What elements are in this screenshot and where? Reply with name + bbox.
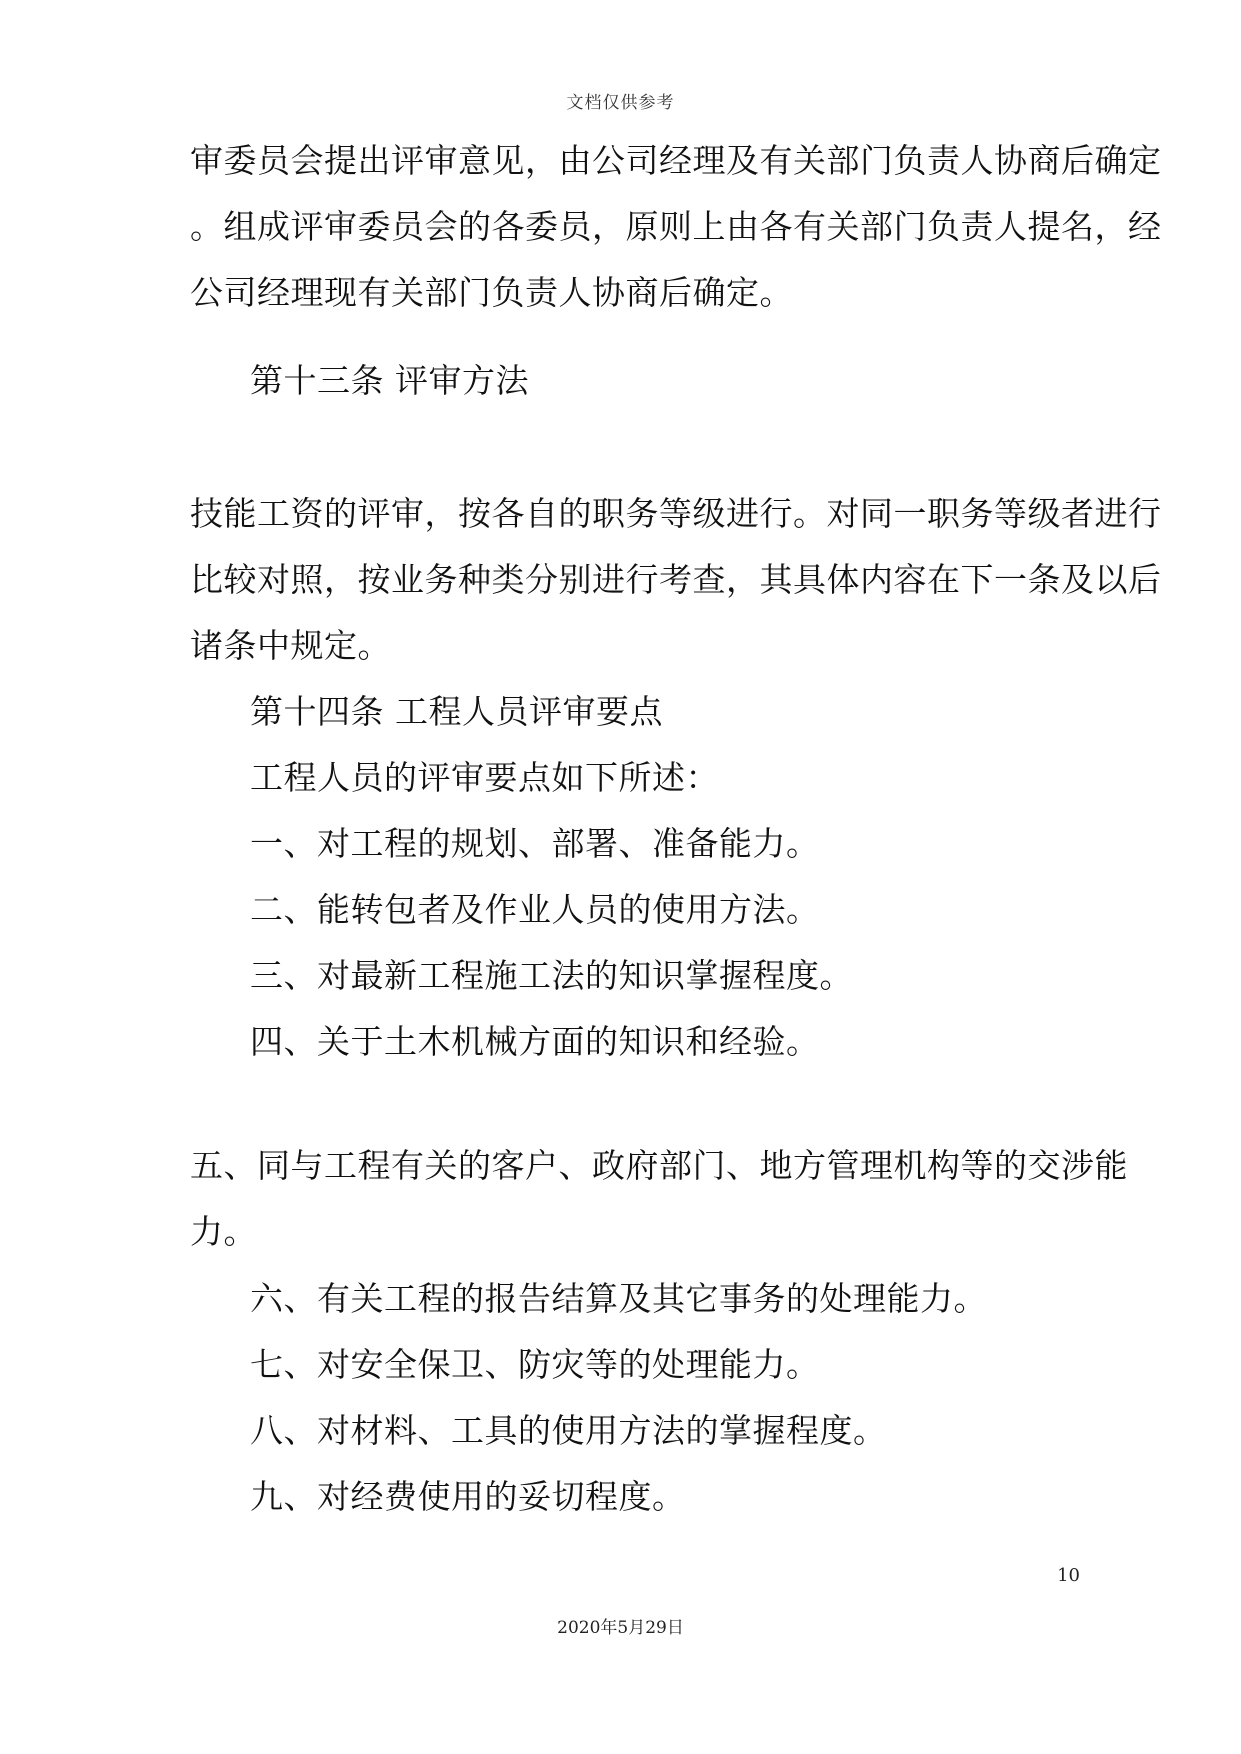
article-13-section — [190, 348, 1070, 414]
list-item: 六、有关工程的报告结算及其它事务的处理能力。 — [250, 1279, 987, 1318]
list-item: 二、能转包者及作业人员的使用方法。 — [250, 890, 820, 929]
page-header: 文档仅供参考 — [566, 93, 675, 113]
paragraph-line: 诸条中规定。 — [190, 626, 391, 665]
paragraph-line: 五、同与工程有关的客户、政府部门、地方管理机构等的交涉能 — [190, 1146, 1128, 1185]
list-item-5 — [190, 1133, 1128, 1265]
paragraph-line: 公司经理现有关部门负责人协商后确定。 — [190, 273, 793, 312]
paragraph-line: 力。 — [190, 1212, 257, 1251]
list-item: 九、对经费使用的妥切程度。 — [250, 1477, 686, 1516]
list-item: 八、对材料、工具的使用方法的掌握程度。 — [250, 1411, 887, 1450]
paragraph-line: 。组成评审委员会的各委员，原则上由各有关部门负责人提名，经 — [190, 207, 1162, 246]
footer-date: 2020年5月29日 — [557, 1618, 684, 1638]
page-number: 10 — [1057, 1565, 1080, 1586]
article-14-section — [190, 679, 1070, 1075]
article-13-heading: 第十三条 评审方法 — [250, 361, 529, 400]
list-item: 三、对最新工程施工法的知识掌握程度。 — [250, 956, 853, 995]
paragraph-line: 比较对照，按业务种类分别进行考查，其具体内容在下一条及以后 — [190, 560, 1162, 599]
article-14-intro: 工程人员的评审要点如下所述： — [250, 758, 719, 797]
list-item: 七、对安全保卫、防灾等的处理能力。 — [250, 1345, 820, 1384]
list-items-continued — [190, 1266, 1070, 1530]
paragraph-skill-wage-review — [190, 481, 1162, 679]
list-item: 一、对工程的规划、部署、准备能力。 — [250, 824, 820, 863]
list-item: 四、关于土木机械方面的知识和经验。 — [250, 1022, 820, 1061]
paragraph-continuation — [190, 128, 1162, 326]
paragraph-line: 技能工资的评审，按各自的职务等级进行。对同一职务等级者进行 — [190, 494, 1162, 533]
article-14-heading: 第十四条 工程人员评审要点 — [250, 692, 663, 731]
paragraph-line: 审委员会提出评审意见，由公司经理及有关部门负责人协商后确定 — [190, 141, 1162, 180]
